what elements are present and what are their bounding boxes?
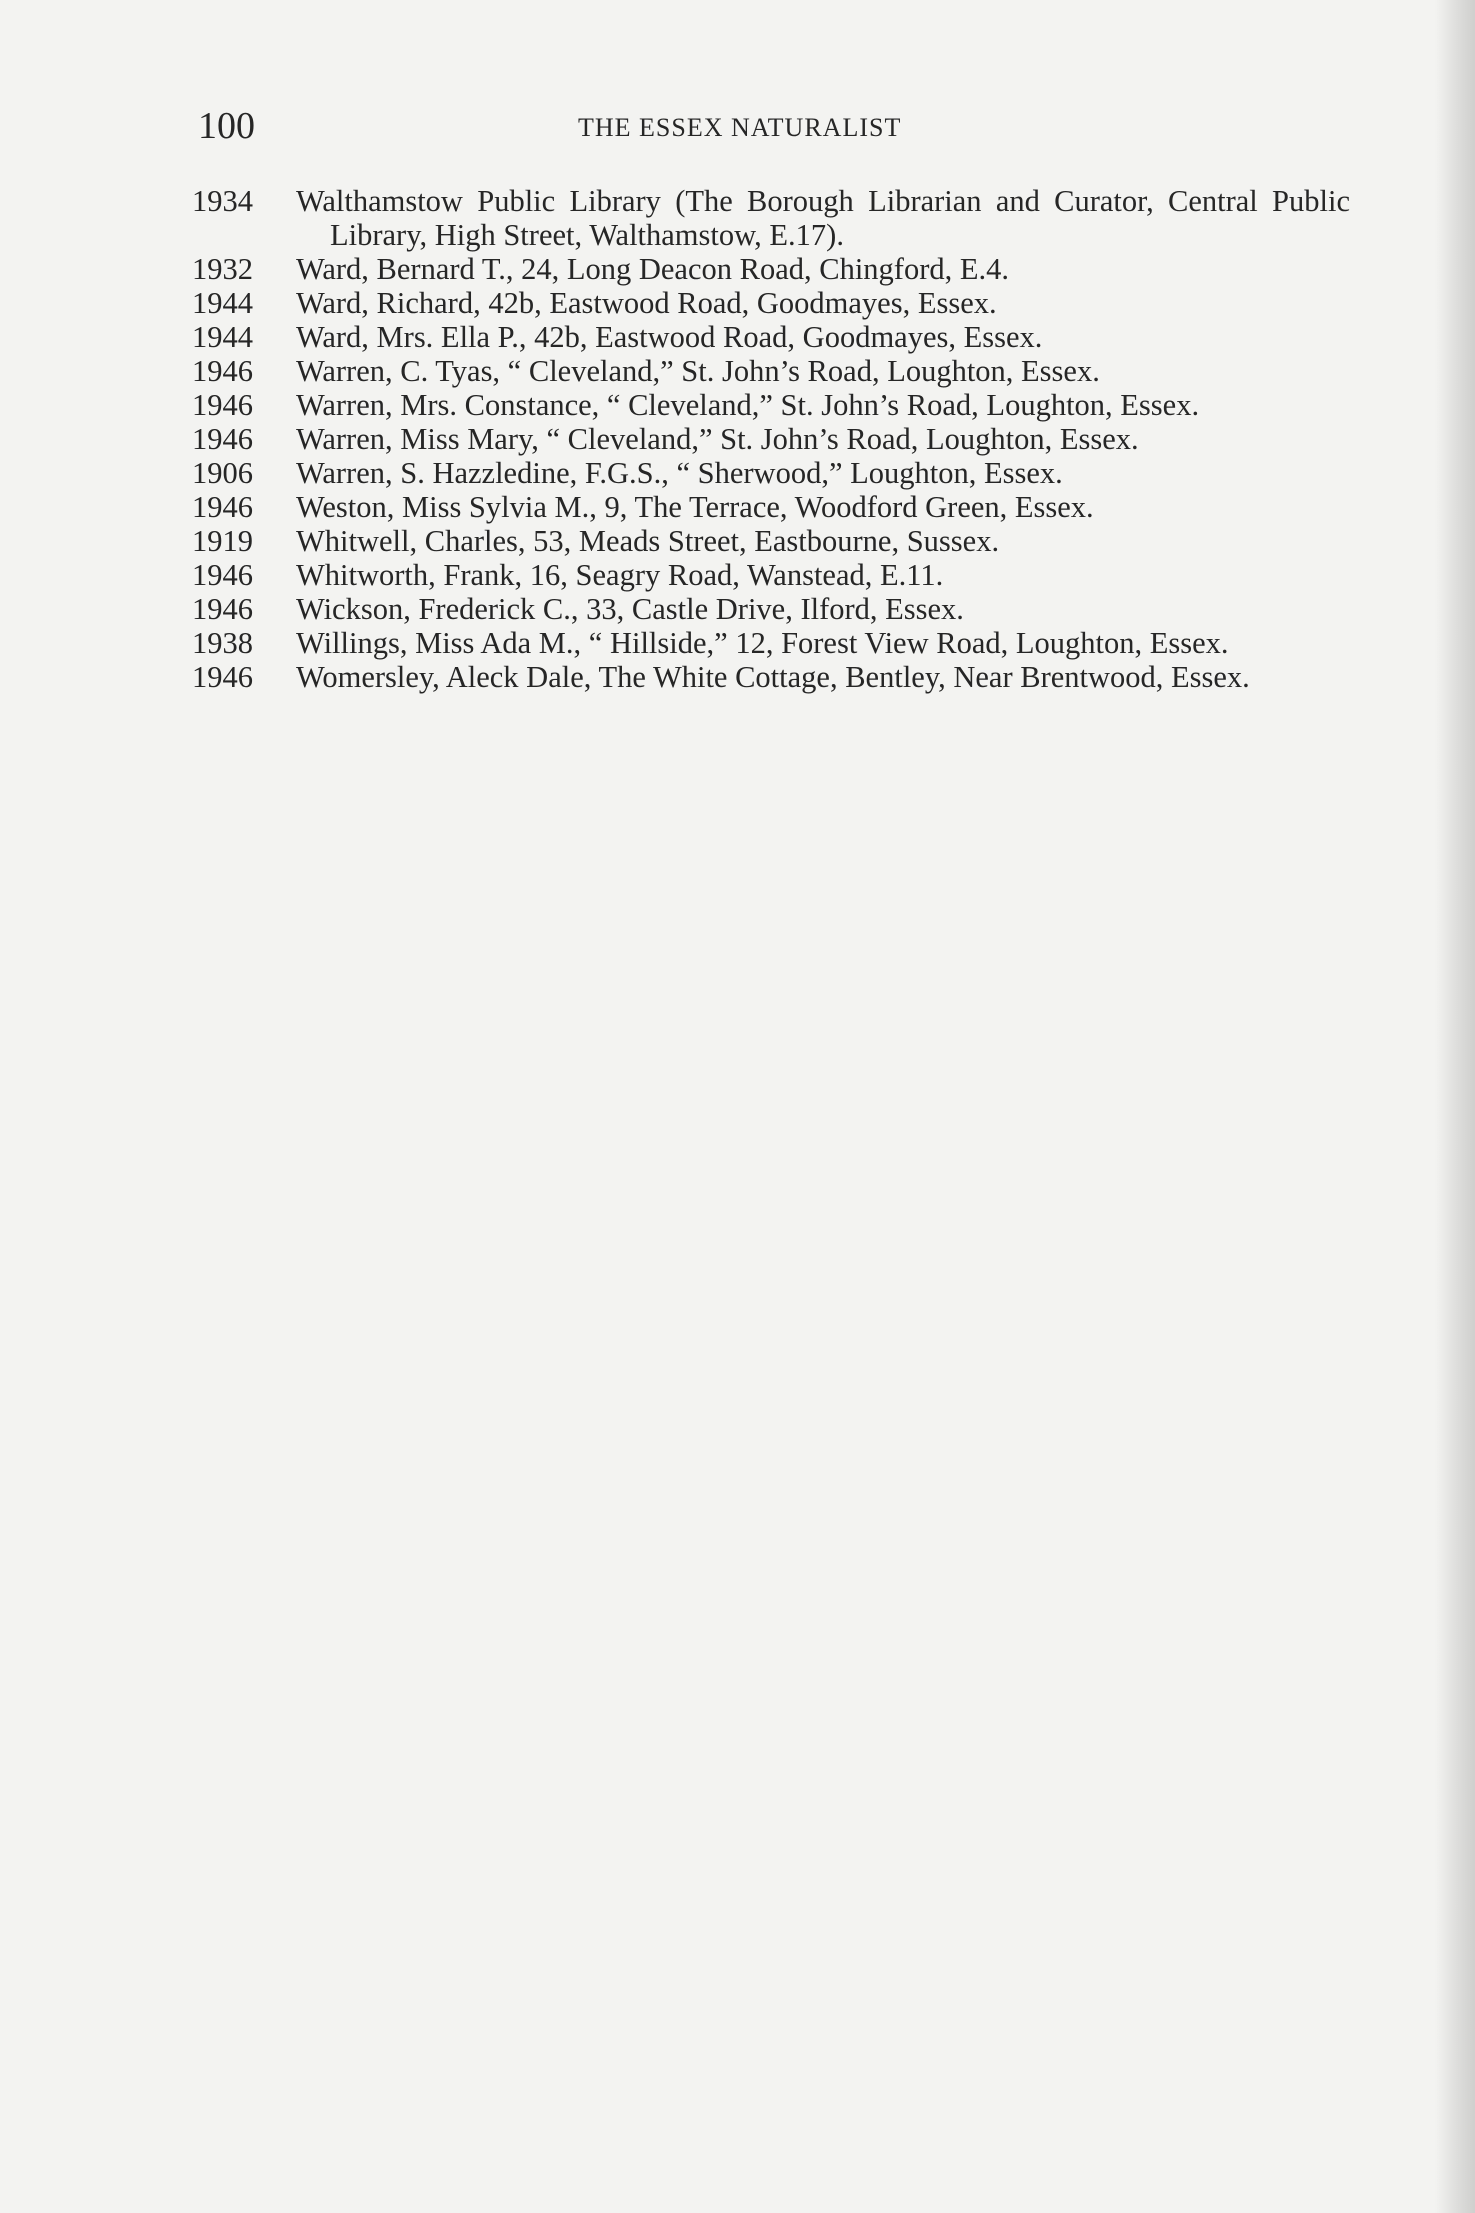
- page-number: 100: [198, 105, 255, 147]
- entry-text: Warren, S. Hazzledine, F.G.S., “ Sherwood,” Loughton, Essex.: [296, 456, 1063, 490]
- list-item: [190, 456, 1350, 490]
- list-item: [190, 252, 1350, 286]
- list-item: [190, 388, 1350, 422]
- entry-text: Whitwell, Charles, 53, Meads Street, Eastbourne, Sussex.: [296, 524, 1000, 558]
- list-item: [190, 422, 1350, 456]
- entry-year: 1946: [192, 660, 253, 694]
- entry-text: Whitworth, Frank, 16, Seagry Road, Wanstead, E.11.: [296, 558, 944, 592]
- entry-year: 1934: [192, 184, 253, 218]
- page-header: [198, 104, 1348, 148]
- entry-year: 1946: [192, 490, 253, 524]
- entry-text: Weston, Miss Sylvia M., 9, The Terrace, Woodford Green, Essex.: [296, 490, 1094, 524]
- entry-text: Warren, Miss Mary, “ Cleveland,” St. John’s Road, Loughton, Essex.: [296, 422, 1139, 456]
- list-item: [190, 660, 1350, 694]
- list-item: [190, 592, 1350, 626]
- entry-year: 1944: [192, 320, 253, 354]
- entry-year: 1906: [192, 456, 253, 490]
- entry-text: Ward, Bernard T., 24, Long Deacon Road, Chingford, E.4.: [296, 252, 1009, 286]
- entry-text: Warren, Mrs. Constance, “ Cleveland,” St. John’s Road, Loughton, Essex.: [296, 388, 1200, 422]
- entry-text: Wickson, Frederick C., 33, Castle Drive, Ilford, Essex.: [296, 592, 964, 626]
- entry-text: Warren, C. Tyas, “ Cleveland,” St. John’s Road, Loughton, Essex.: [296, 354, 1100, 388]
- running-title: THE ESSEX NATURALIST: [578, 113, 902, 142]
- entry-text: Walthamstow Public Library (The Borough Librarian and Curator, Central Public Library, High Street, Walthamstow, E.17).: [296, 184, 1350, 252]
- entry-year: 1938: [192, 626, 253, 660]
- entry-year: 1946: [192, 422, 253, 456]
- entry-year: 1946: [192, 592, 253, 626]
- list-item: [190, 490, 1350, 524]
- list-item: [190, 524, 1350, 558]
- entry-year: 1944: [192, 286, 253, 320]
- entry-text: Womersley, Aleck Dale, The White Cottage, Bentley, Near Brentwood, Essex.: [296, 660, 1250, 694]
- entry-text: Ward, Richard, 42b, Eastwood Road, Goodmayes, Essex.: [296, 286, 997, 320]
- list-item: [190, 286, 1350, 320]
- list-item: [190, 184, 1350, 252]
- entry-year: 1946: [192, 354, 253, 388]
- list-item: [190, 558, 1350, 592]
- list-item: [190, 626, 1350, 660]
- entry-year: 1946: [192, 388, 253, 422]
- page-edge-shadow: [1435, 0, 1475, 2213]
- list-item: [190, 354, 1350, 388]
- entry-year: 1932: [192, 252, 253, 286]
- entry-text: Ward, Mrs. Ella P., 42b, Eastwood Road, Goodmayes, Essex.: [296, 320, 1043, 354]
- entry-year: 1946: [192, 558, 253, 592]
- entry-text: Willings, Miss Ada M., “ Hillside,” 12, Forest View Road, Loughton, Essex.: [296, 626, 1229, 660]
- list-item: [190, 320, 1350, 354]
- entry-year: 1919: [192, 524, 253, 558]
- members-list: [190, 184, 1350, 694]
